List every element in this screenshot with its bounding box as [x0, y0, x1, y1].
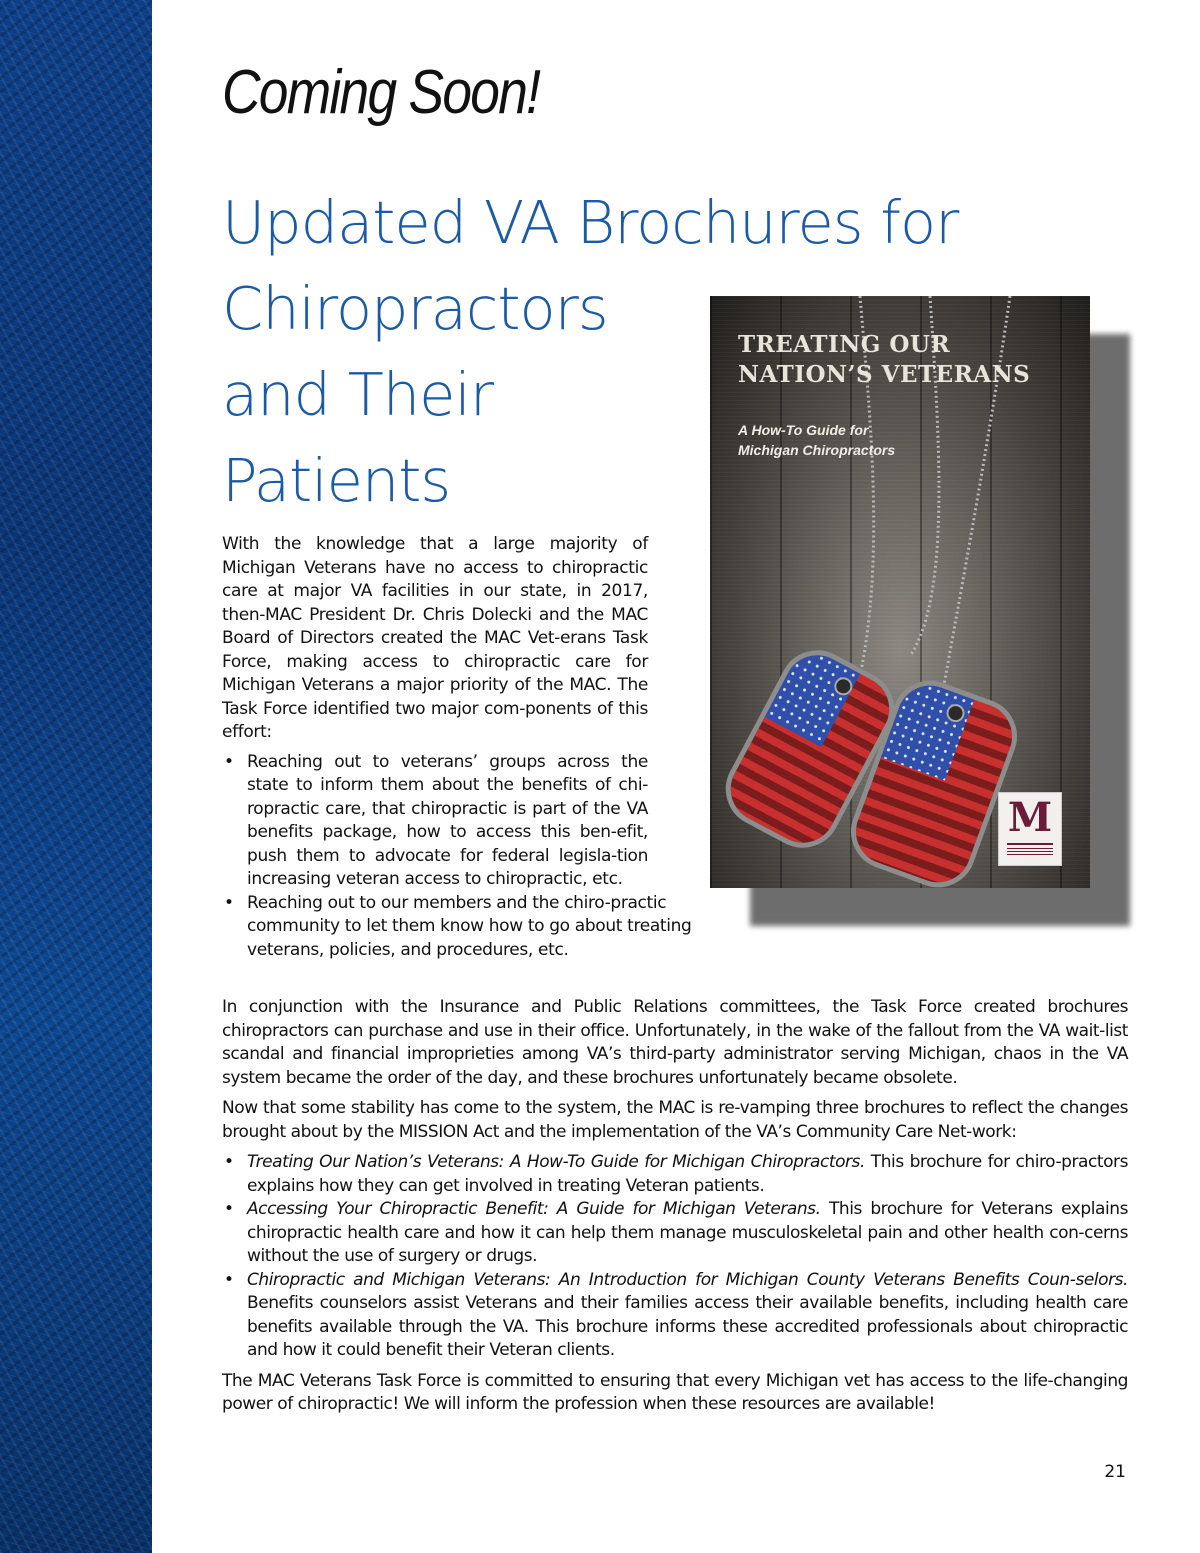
- mac-logo: [998, 792, 1062, 866]
- cover-title-line-1: TREATING OUR: [738, 331, 951, 358]
- main-body: [222, 996, 1128, 1417]
- cover-subtitle: [738, 420, 895, 460]
- brochure-description: Benefits counselors assist Veterans and their families access their available benefits, including health care benefits available through the VA. This brochure informs these accredited professionals about chiropractic and how it could benefit their Veteran clients.: [247, 1293, 1128, 1360]
- headline-line-4: Patients: [222, 446, 451, 515]
- cover-subtitle-line-1: A How-To Guide for: [738, 422, 869, 438]
- task-force-components-list: [222, 751, 692, 963]
- blue-texture-sidebar: [0, 0, 152, 1553]
- list-item: • Reaching out to veterans’ groups across the state to inform them about the benefits of chi-ropractic care, that chiropractic is part of the VA benefits package, how to access this ben-efit, push them to advocate for federal legisla-tion increasing veteran access to chiropractic, etc.: [222, 751, 648, 892]
- list-item: [222, 1269, 1128, 1363]
- cover-subtitle-line-2: Michigan Chiropractors: [738, 442, 896, 458]
- brochure-cover-figure: [710, 296, 1090, 888]
- page-number: 21: [1104, 1462, 1126, 1482]
- revamp-paragraph: Now that some stability has come to the system, the MAC is re-vamping three brochures to reflect the changes brought about by the MISSION Act and the implementation of the VA’s Community Care Net-work:: [222, 1098, 1128, 1142]
- mac-logo-letter: M: [1007, 794, 1053, 841]
- logo-rule: [1007, 843, 1053, 845]
- headline-line-1: Updated VA Brochures for: [222, 188, 959, 257]
- brochure-list: [222, 1151, 1128, 1363]
- headline-line-2: Chiropractors: [222, 274, 608, 343]
- headline-line-3: and Their: [222, 360, 494, 429]
- logo-fine-print: [1007, 848, 1053, 856]
- brochure-title: Treating Our Nation’s Veterans: A How-To Guide for Michigan Chiropractors.: [247, 1152, 865, 1172]
- closing-paragraph: The MAC Veterans Task Force is committed to ensuring that every Michigan vet has access to the life-changing power of chiropractic! We will inform the profession when these resources are available!: [222, 1370, 1128, 1414]
- intro-paragraph: With the knowledge that a large majority of Michigan Veterans have no access to chiropractic care at major VA facilities in our state, in 2017, then-MAC President Dr. Chris Dolecki and the MAC Board of Directors created the MAC Vet-erans Task Force, making access to chiropractic care for Michigan Veterans a major priority of the MAC. The Task Force identified two major com-ponents of this effort:: [222, 534, 648, 742]
- list-item: [222, 1198, 1128, 1269]
- cover-title: [738, 330, 1030, 390]
- brochure-description: This brochure for Veterans explains chiropractic health care and how it can help them manage musculoskeletal pain and other health con-cerns without the use of surgery or drugs.: [247, 1199, 1129, 1266]
- brochure-description: This brochure for chiro-practors explains how they can get involved in treating Veteran patients.: [247, 1152, 1128, 1196]
- list-item: [222, 1151, 1128, 1198]
- intro-column: [222, 533, 692, 962]
- brochure-cover-image: [710, 296, 1090, 888]
- coming-soon-kicker: Coming Soon!: [222, 58, 540, 127]
- history-paragraph: In conjunction with the Insurance and Public Relations committees, the Task Force created brochures chiropractors can purchase and use in their office. Unfortunately, in the wake of the fallout from the VA wait-list scandal and financial improprieties among VA’s third-party administrator serving Michigan, chaos in the VA system became the order of the day, and these brochures unfortunately became obsolete.: [222, 997, 1128, 1088]
- cover-title-line-2: NATION’S VETERANS: [738, 361, 1031, 388]
- brochure-title: Accessing Your Chiropractic Benefit: A Guide for Michigan Veterans.: [247, 1199, 821, 1219]
- brochure-title: Chiropractic and Michigan Veterans: An Introduction for Michigan County Veterans Benefits Coun-selors.: [247, 1269, 1128, 1290]
- list-item: • Reaching out to our members and the chiro-practic community to let them know how to go about treating veterans, policies, and procedures, etc.: [222, 892, 717, 963]
